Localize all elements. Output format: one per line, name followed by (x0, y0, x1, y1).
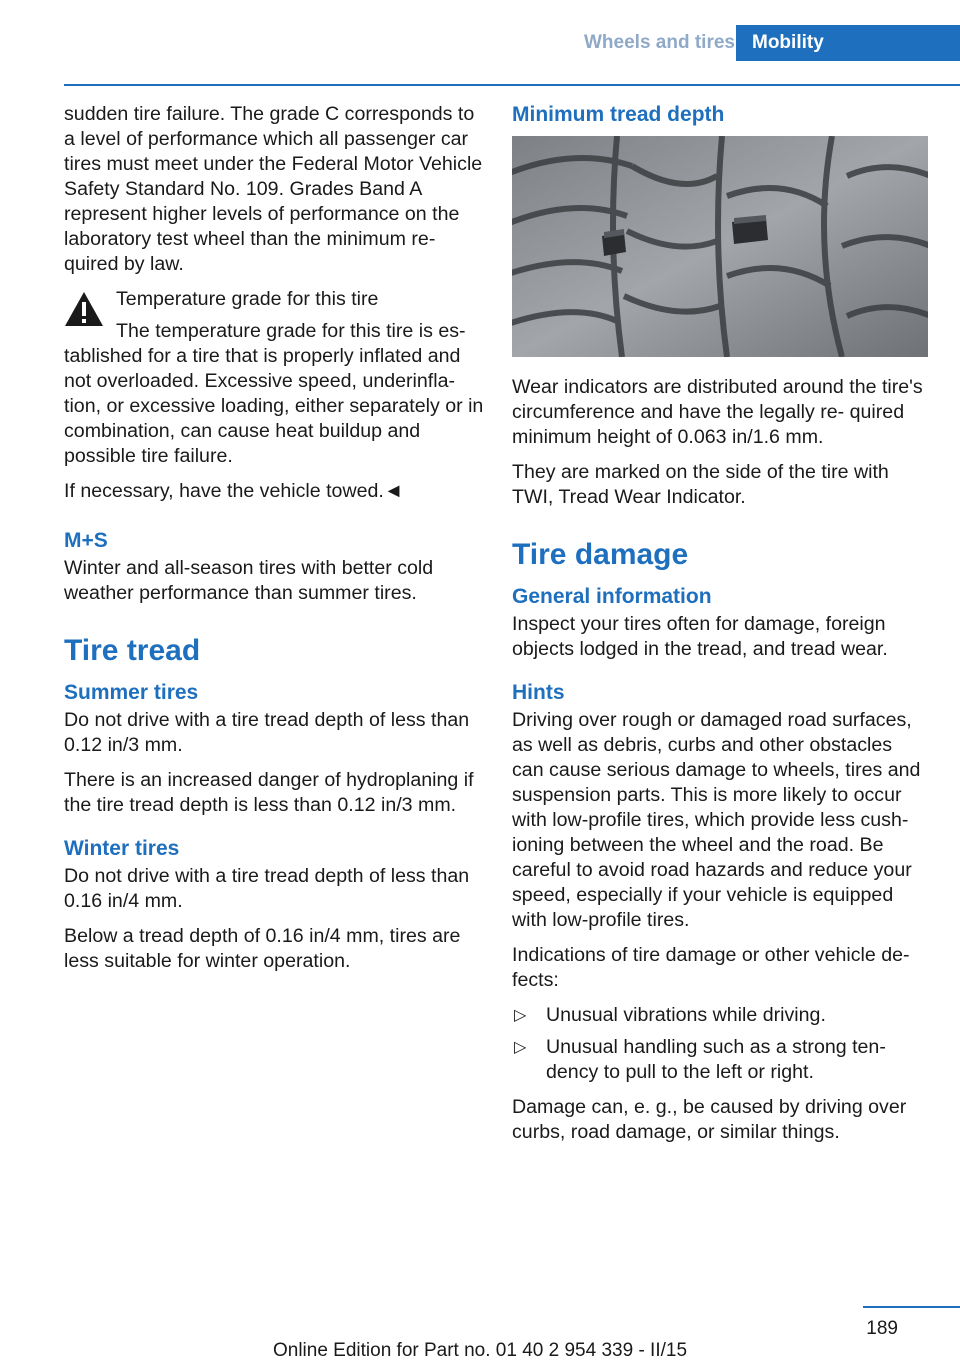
tire-tread-heading: Tire tread (64, 634, 201, 667)
ms-text: Winter and all-season tires with better cold weather performance than summer tires. (64, 557, 434, 604)
warning-title: Temperature grade for this tire (116, 288, 379, 310)
page-header (0, 25, 960, 61)
hints-paragraph-1: Driving over rough or damaged road surfaces, as well as debris, curbs and other obstacles can cause serious damage to wheels, tires and suspension parts. This is more likely to occur with low-profile tires, which provide less cush‐ ioning between the wheel and the road. Be careful to avoid road hazards and reduce your speed, especially if your vehicle is equipped with low-profile tires. (512, 709, 921, 931)
hints-paragraph-2: Indications of tire damage or other vehicle de‐ fects: (512, 944, 910, 991)
list-item (512, 1035, 928, 1085)
damage-indications-list (512, 1003, 928, 1085)
page-number: 189 (866, 1318, 898, 1339)
warning-body: The temperature grade for this tire is es‐ tablished for a tire that is properly inflated and not overloaded. Excessive speed, underinfla‐ tion, or excessive loading, either separately or in combination, can cause heat buildup and possible tire failure. (64, 320, 484, 467)
summer-paragraph-2: There is an increased danger of hydroplaning if the tire tread depth is less than 0.12 in/3 mm. (64, 769, 474, 816)
list-item-text: Unusual vibrations while driving. (546, 1004, 826, 1026)
intro-paragraph: sudden tire failure. The grade C corresponds to a level of performance which all passenger car tires must meet under the Federal Motor Vehicle Safety Standard No. 109. Grades Band A represent higher levels of performance on the laboratory test wheel than the minimum re‐ quired by law. (64, 103, 483, 275)
page-number-rule (863, 1306, 960, 1308)
tire-tread-image (512, 136, 928, 357)
footer-edition: Online Edition for Part no. 01 40 2 954 339 - II/15 (272, 1340, 688, 1361)
summer-tires-heading: Summer tires (64, 681, 199, 704)
header-section-title: Wheels and tires (584, 32, 735, 53)
minimum-paragraph-2: They are marked on the side of the tire with TWI, Tread Wear Indicator. (512, 461, 889, 508)
ms-heading: M+S (64, 529, 108, 552)
warning-end: If necessary, have the vehicle towed.◄ (64, 480, 404, 502)
tire-damage-heading: Tire damage (512, 538, 689, 571)
summer-paragraph-1: Do not drive with a tire tread depth of less than 0.12 in/3 mm. (64, 709, 470, 756)
winter-tires-heading: Winter tires (64, 837, 180, 860)
minimum-tread-depth-heading: Minimum tread depth (512, 103, 725, 126)
winter-paragraph-2: Below a tread depth of 0.16 in/4 mm, tires are less suitable for winter operation. (64, 925, 461, 972)
hints-paragraph-3: Damage can, e. g., be caused by driving over curbs, road damage, or similar things. (512, 1096, 907, 1143)
list-item (512, 1003, 928, 1028)
winter-paragraph-1: Do not drive with a tire tread depth of less than 0.16 in/4 mm. (64, 865, 470, 912)
minimum-paragraph-1: Wear indicators are distributed around the tire's circumference and have the legally re‐ quired minimum height of 0.063 in/1.6 mm. (512, 376, 923, 448)
header-rule (64, 84, 960, 86)
general-paragraph: Inspect your tires often for damage, foreign objects lodged in the tread, and tread wear. (512, 613, 888, 660)
right-column (512, 102, 928, 1155)
warning-block (64, 287, 484, 504)
list-item-text: Unusual handling such as a strong ten‐ dency to pull to the left or right. (546, 1036, 886, 1083)
hints-heading: Hints (512, 681, 565, 704)
left-column (64, 102, 484, 984)
general-information-heading: General information (512, 585, 712, 608)
header-chapter-tab: Mobility (736, 25, 960, 61)
triangle-right-icon: ▷ (514, 1039, 527, 1056)
warning-triangle-icon (64, 291, 104, 327)
triangle-right-icon: ▷ (514, 1007, 527, 1024)
